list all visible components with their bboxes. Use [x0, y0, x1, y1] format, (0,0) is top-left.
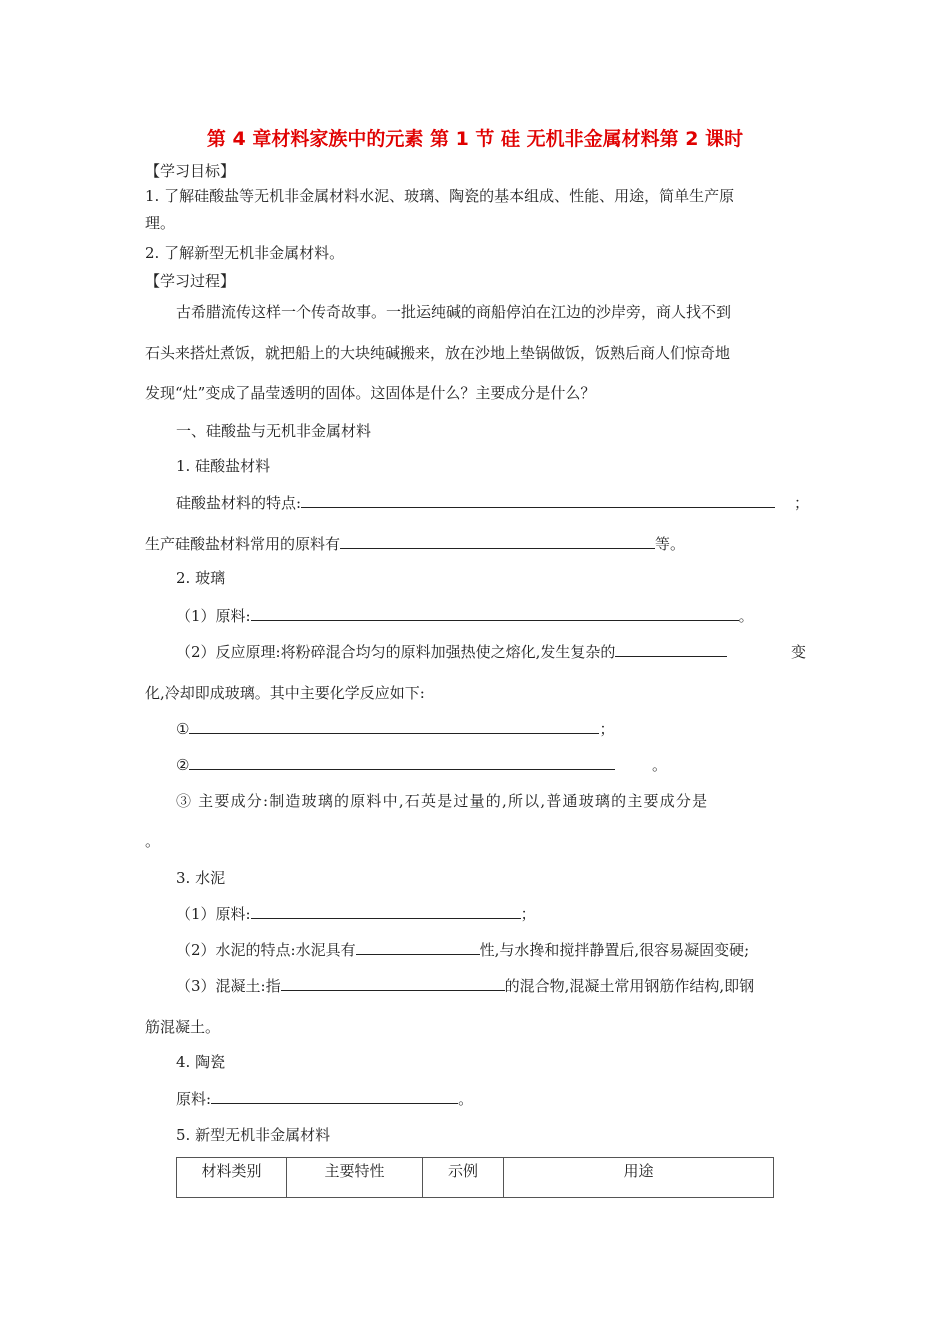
circle-1: ① [176, 720, 190, 738]
blank-line [301, 493, 775, 508]
blank-line [281, 976, 505, 991]
blank-line [356, 940, 480, 955]
blank-line [615, 642, 727, 657]
goals-header: 【学习目标】 [145, 162, 236, 180]
concrete-end: 的混合物,混凝土常用钢筋作结构,即钢 [504, 977, 755, 995]
reaction-1-line [176, 719, 614, 739]
period: 。 [145, 832, 161, 850]
table-header-cell: 示例 [423, 1158, 504, 1198]
period: 。 [738, 607, 754, 625]
glass-reaction-end: 变 [791, 643, 807, 661]
blank-line [211, 1089, 458, 1104]
glass-composition-line: ③ 主要成分:制造玻璃的原料中,石英是过量的,所以,普通玻璃的主要成分是 [176, 792, 709, 810]
section-heading: 一、硅酸盐与无机非金属材料 [176, 422, 372, 440]
blank-line [251, 904, 521, 919]
ceramic-title: 4. 陶瓷 [176, 1053, 226, 1071]
glass-raw-line [176, 606, 754, 626]
semicolon: ； [794, 494, 810, 512]
concrete-label: （3）混凝土:指 [176, 977, 281, 995]
period: 。 [458, 1090, 474, 1108]
goal-item-2: 2. 了解新型无机非金属材料。 [145, 244, 345, 262]
silicate-raw-end: 等。 [655, 535, 686, 553]
semicolon: ； [599, 720, 615, 738]
circle-2: ② [176, 756, 190, 774]
new-material-table [176, 1157, 774, 1198]
silicate-feature-label: 硅酸盐材料的特点: [176, 494, 302, 512]
blank-line [251, 606, 739, 621]
cement-feature-line [176, 940, 749, 960]
concrete-line [176, 976, 754, 996]
cement-raw-label: （1）原料: [176, 905, 251, 923]
silicate-title: 1. 硅酸盐材料 [176, 457, 271, 475]
cement-title: 3. 水泥 [176, 869, 226, 887]
glass-title: 2. 玻璃 [176, 569, 226, 587]
silicate-raw-line [145, 534, 685, 554]
page-title: 第 4 章材料家族中的元素 第 1 节 硅 无机非金属材料第 2 课时 [206, 128, 744, 150]
cement-feature-label: （2）水泥的特点:水泥具有 [176, 941, 356, 959]
story-line-2: 石头来搭灶煮饭，就把船上的大块纯碱搬来，放在沙地上垫锅做饭，饭熟后商人们惊奇地 [145, 344, 731, 362]
blank-line [189, 755, 615, 770]
silicate-raw-label: 生产硅酸盐材料常用的原料有 [145, 535, 341, 553]
reaction-2-line [176, 755, 615, 775]
glass-raw-label: （1）原料: [176, 607, 251, 625]
silicate-feature-line [176, 493, 775, 513]
ceramic-raw-line [176, 1089, 473, 1109]
story-line-3: 发现“灶”变成了晶莹透明的固体。这固体是什么？主要成分是什么？ [145, 384, 596, 402]
concrete-cont: 筋混凝土。 [145, 1018, 221, 1036]
goal-item-1: 1. 了解硅酸盐等无机非金属材料水泥、玻璃、陶瓷的基本组成、性能、用途，简单生产原 [145, 187, 735, 205]
process-header: 【学习过程】 [145, 272, 236, 290]
table-header-row [177, 1158, 774, 1198]
cement-feature-end: 性,与水搀和搅拌静置后,很容易凝固变硬; [479, 941, 750, 959]
table-header-cell: 材料类别 [177, 1158, 287, 1198]
cement-raw-line [176, 904, 536, 924]
blank-line [189, 719, 599, 734]
ceramic-raw-label: 原料: [176, 1090, 212, 1108]
new-material-title: 5. 新型无机非金属材料 [176, 1126, 331, 1144]
goal-item-1-cont: 理。 [145, 214, 176, 232]
semicolon: ； [520, 905, 536, 923]
glass-reaction-line [176, 642, 727, 662]
glass-reaction-cont: 化,冷却即成玻璃。其中主要化学反应如下: [145, 684, 425, 702]
period: 。 [652, 756, 668, 774]
story-line-1: 古希腊流传这样一个传奇故事。一批运纯碱的商船停泊在江边的沙岸旁，商人找不到 [176, 303, 732, 321]
table-header-cell: 主要特性 [287, 1158, 423, 1198]
glass-reaction-label: （2）反应原理:将粉碎混合均匀的原料加强热使之熔化,发生复杂的 [176, 643, 616, 661]
blank-line [340, 534, 655, 549]
table-header-cell: 用途 [504, 1158, 774, 1198]
